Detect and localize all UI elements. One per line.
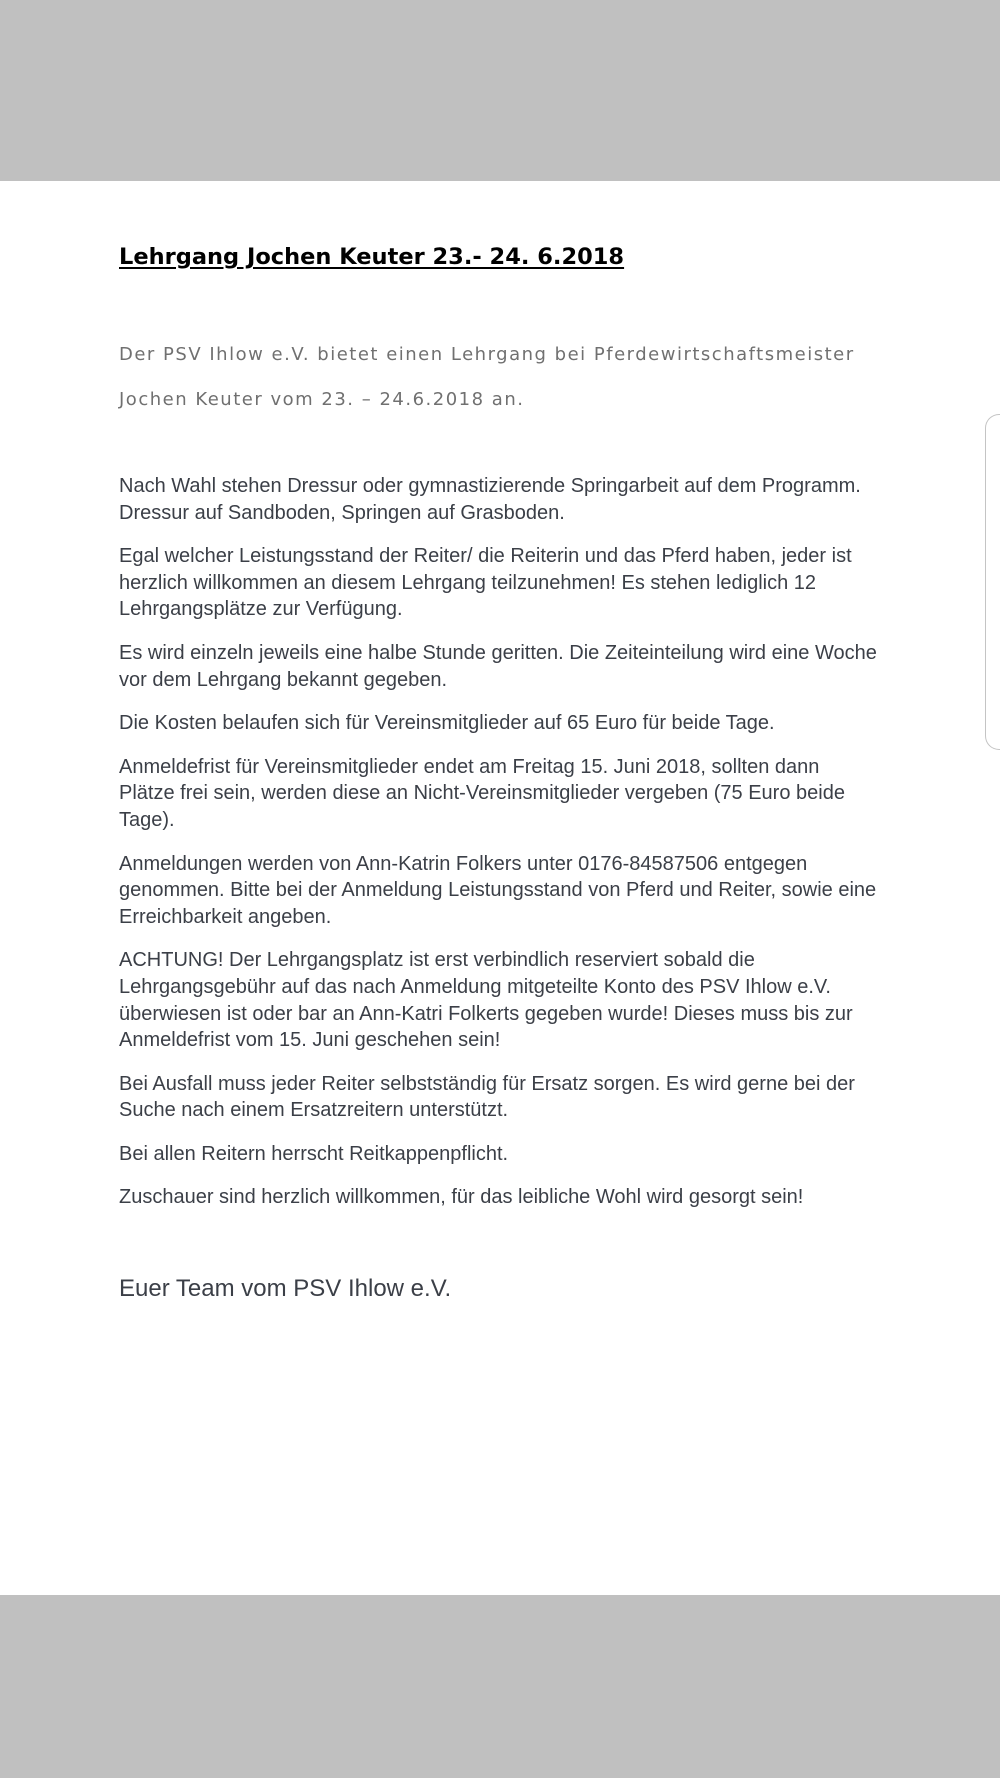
paragraph-deadline: Anmeldefrist für Vereinsmitglieder endet am Freitag 15. Juni 2018, sollten dann Plätze frei sein, werden diese an Nicht-Vereinsmitglieder vergeben (75 Euro beide Tage). bbox=[119, 755, 845, 831]
side-panel-handle[interactable] bbox=[985, 414, 1000, 750]
paragraph-costs: Die Kosten belaufen sich für Vereinsmitglieder auf 65 Euro für beide Tage. bbox=[119, 712, 775, 735]
paragraph-cancellation: Bei Ausfall muss jeder Reiter selbstständig für Ersatz sorgen. Es wird gerne bei der Suche nach einem Ersatzreitern unterstützt. bbox=[119, 1072, 855, 1122]
paragraph-registration: Anmeldungen werden von Ann-Katrin Folkers unter 0176-84587506 entgegen genommen. Bitte bei der Anmeldung Leistungsstand von Pferd und Reiter, sowie eine Erreichbarkeit angeben. bbox=[119, 852, 877, 928]
intro-line: Der PSV Ihlow e.V. bietet einen Lehrgang bei Pferdewirtschaftsmeister bbox=[119, 344, 855, 365]
paragraph-helmet-rule: Bei allen Reitern herrscht Reitkappenpflicht. bbox=[119, 1142, 509, 1165]
paragraph-spectators: Zuschauer sind herzlich willkommen, für das leibliche Wohl wird gesorgt sein! bbox=[119, 1186, 804, 1209]
document-body bbox=[119, 473, 879, 1228]
paragraph-schedule: Es wird einzeln jeweils eine halbe Stunde geritten. Die Zeiteinteilung wird eine Woche vor dem Lehrgang bekannt gegeben. bbox=[119, 641, 877, 691]
intro-line: Jochen Keuter vom 23. – 24.6.2018 an. bbox=[119, 389, 525, 410]
document-title: Lehrgang Jochen Keuter 23.- 24. 6.2018 bbox=[119, 244, 625, 270]
paragraph-welcome: Egal welcher Leistungsstand der Reiter/ die Reiterin und das Pferd haben, jeder ist herzlich willkommen an diesem Lehrgang teilzunehmen! Es stehen lediglich 12 Lehrgangsplätze zur Verfügung. bbox=[119, 545, 852, 621]
paragraph-payment-notice: ACHTUNG! Der Lehrgangsplatz ist erst verbindlich reserviert sobald die Lehrgangsgebühr auf das nach Anmeldung mitgeteilte Konto des PSV Ihlow e.V. überwiesen ist oder bar an Ann-Katri Folkerts gegeben wurde! Dieses muss bis zur Anmeldefrist vom 15. Juni geschehen sein! bbox=[119, 949, 853, 1052]
paragraph-program: Nach Wahl stehen Dressur oder gymnastizierende Springarbeit auf dem Programm. Dressur auf Sandboden, Springen auf Grasboden. bbox=[119, 475, 861, 524]
signature: Euer Team vom PSV Ihlow e.V. bbox=[119, 1275, 452, 1302]
